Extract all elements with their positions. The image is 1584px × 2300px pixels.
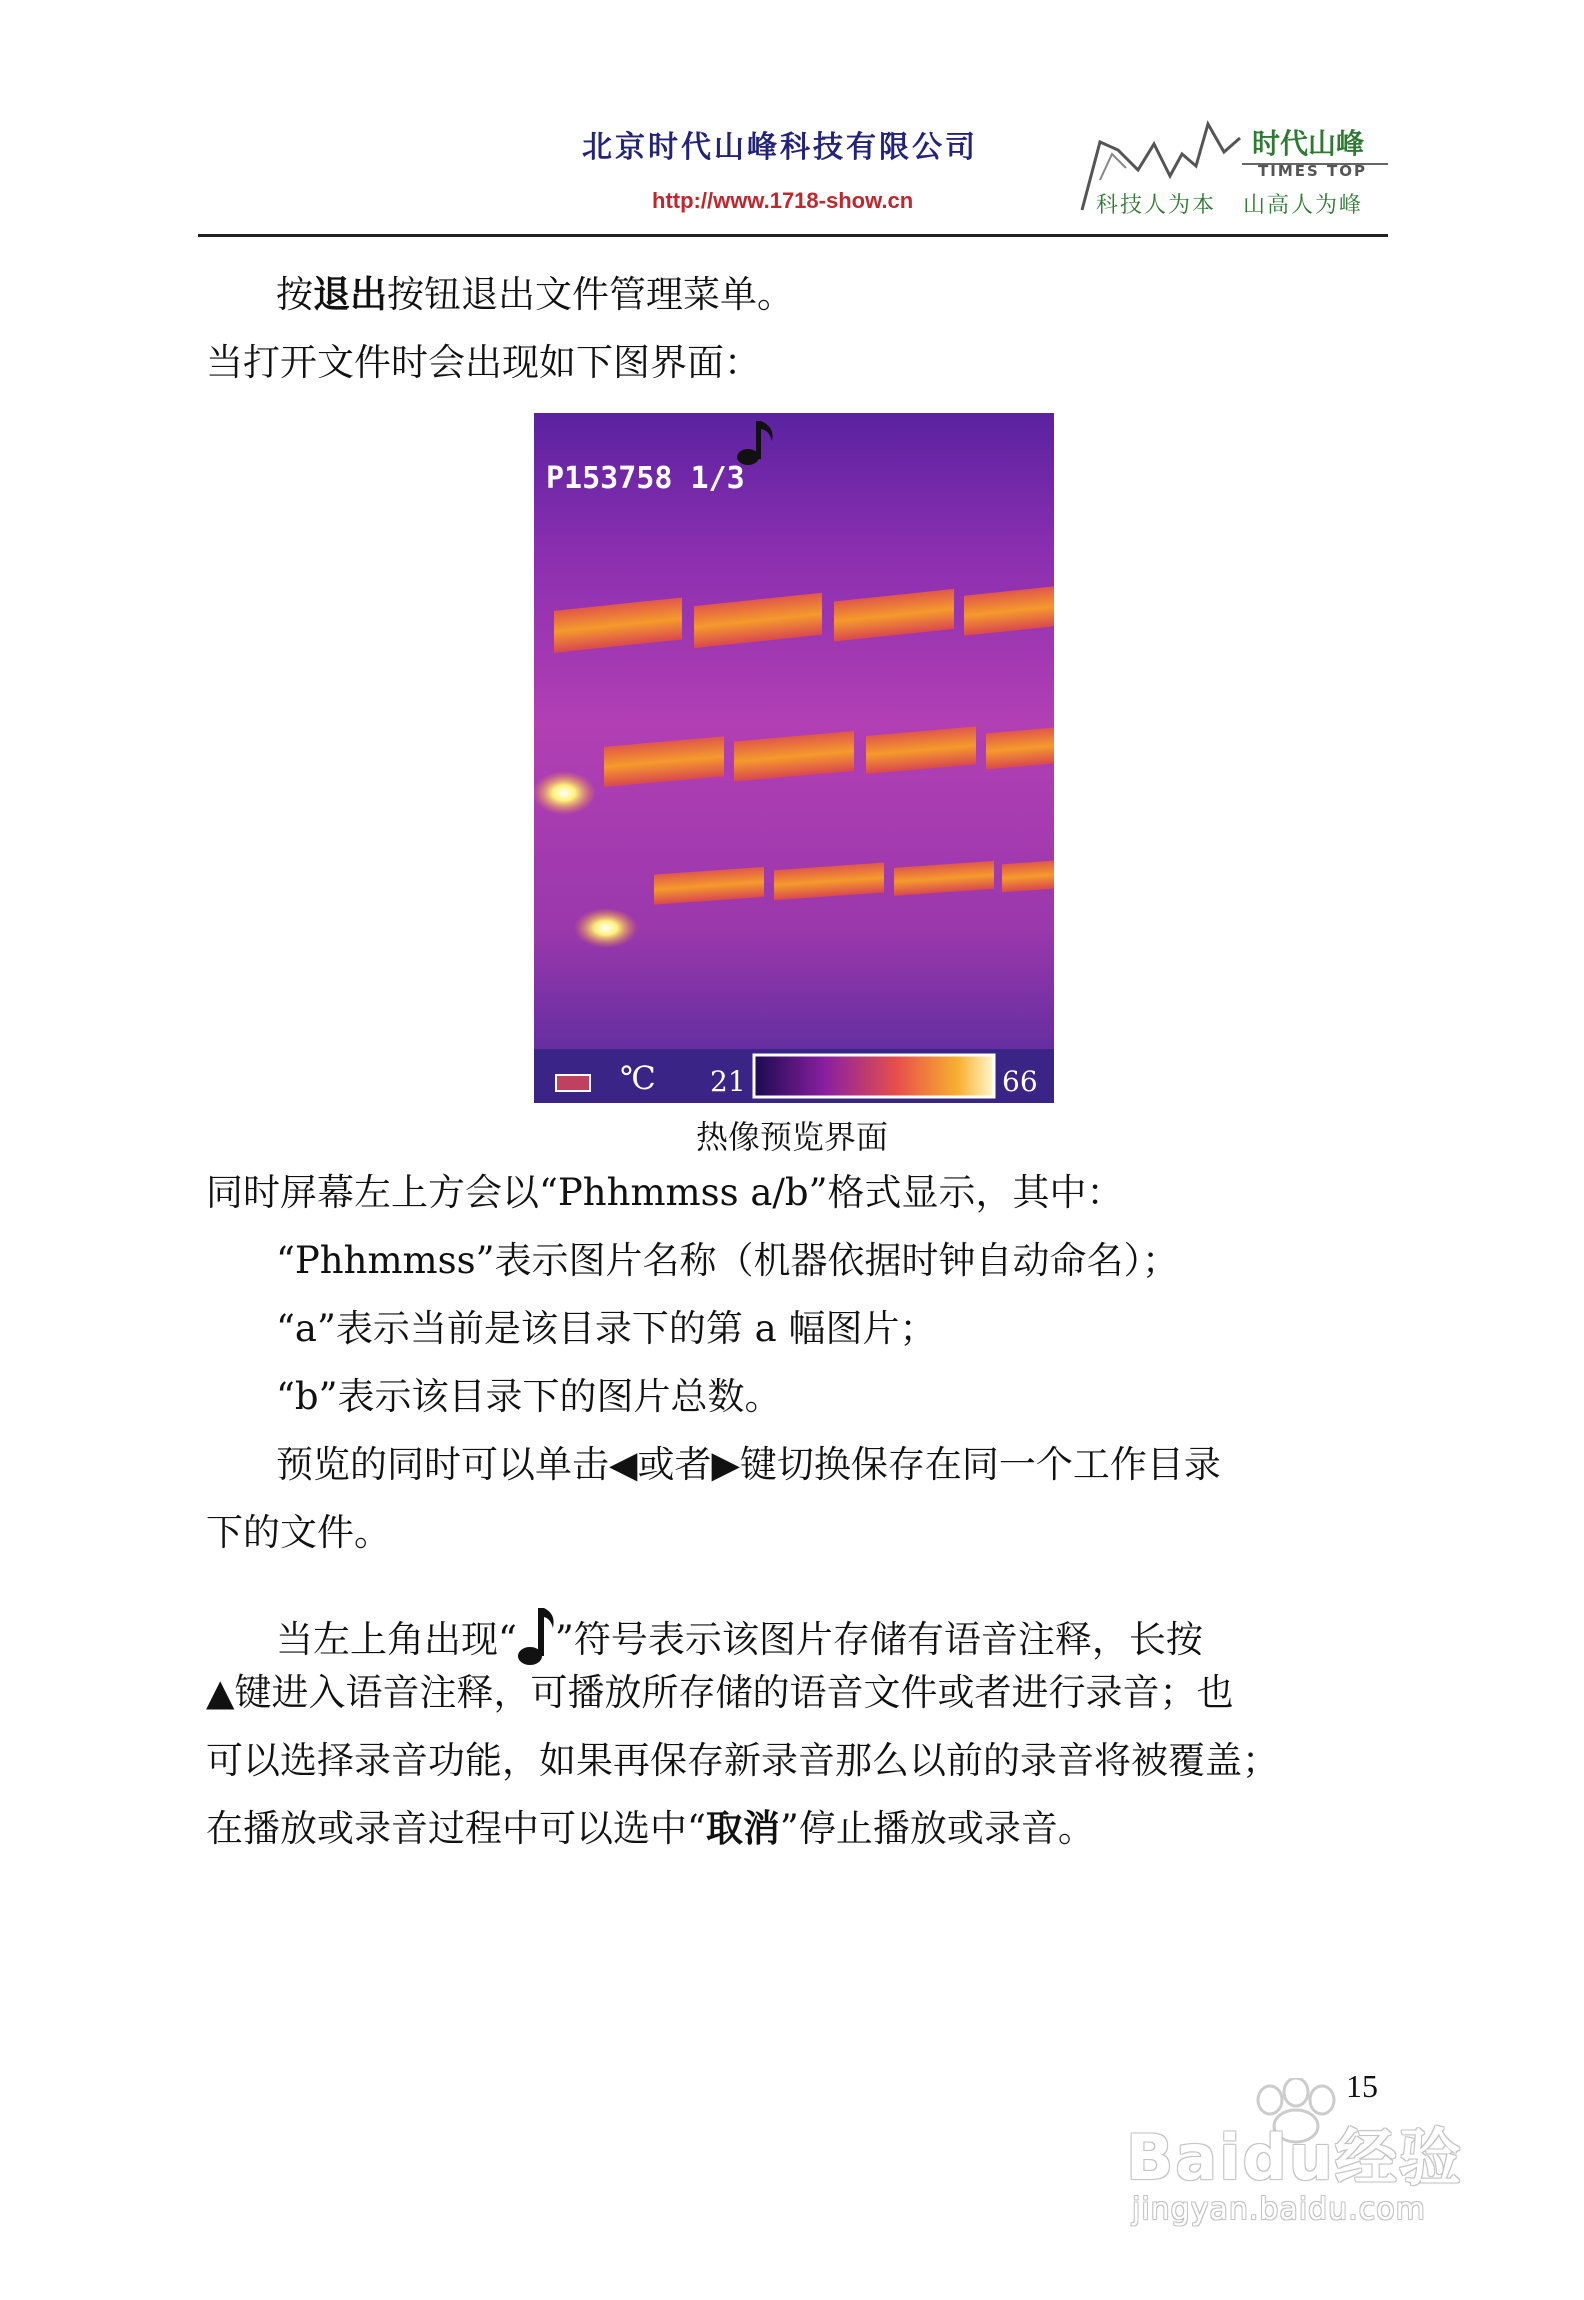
brand-name-cn: 时代山峰 xyxy=(1252,127,1365,160)
company-url[interactable]: http://www.1718-show.cn xyxy=(652,188,914,213)
brand-slogan: 科技人为本 山高人为峰 xyxy=(1096,193,1363,218)
temperature-max: 66 xyxy=(1002,1065,1038,1098)
watermark-url: jingyan.baidu.com xyxy=(1132,2192,1426,2227)
paragraph-voice-line-2: ▲键进入语音注释，可播放所存储的语音文件或者进行录音；也 xyxy=(206,1671,1234,1714)
paragraph-b-def: “b”表示该目录下的图片总数。 xyxy=(276,1375,782,1418)
temperature-min: 21 xyxy=(710,1065,746,1098)
page-number: 15 xyxy=(1346,2068,1378,2104)
paragraph-exit: 按退出按钮退出文件管理菜单。 xyxy=(276,272,794,316)
hot-spot-2 xyxy=(574,908,638,948)
watermark-text: Baidu经验 xyxy=(1126,2121,1463,2194)
image-caption: 热像预览界面 xyxy=(695,1118,888,1156)
brand-name-en: TIMES TOP xyxy=(1258,162,1367,180)
thermal-scene xyxy=(534,413,1054,1103)
paragraph-open-file: 当打开文件时会出现如下图界面： xyxy=(206,341,761,384)
temperature-color-scale xyxy=(754,1055,994,1097)
paragraph-format: 同时屏幕左上方会以“Phhmmss a/b”格式显示，其中： xyxy=(206,1171,1124,1214)
paragraph-voice-line-4: 在播放或录音过程中可以选中“取消”停止播放或录音。 xyxy=(206,1806,1095,1850)
paragraph-voice-line-1: 当左上角出现“ ”符号表示该图片存储有语音注释，长按 xyxy=(276,1606,1466,1666)
battery-icon xyxy=(556,1075,590,1091)
cancel-keyword: 取消 xyxy=(705,1806,780,1850)
thermal-preview-image xyxy=(534,413,1054,1103)
paragraph-name-def: “Phhmmss”表示图片名称（机器依据时钟自动命名）； xyxy=(276,1239,1180,1282)
music-note-icon xyxy=(734,417,778,467)
paragraph-switch-line-2: 下的文件。 xyxy=(206,1511,391,1554)
page-header xyxy=(0,0,1584,240)
hot-spot-1 xyxy=(534,771,596,815)
temperature-unit: ℃ xyxy=(620,1059,656,1097)
paragraph-voice-line-3: 可以选择录音功能，如果再保存新录音那么以前的录音将被覆盖； xyxy=(206,1739,1279,1782)
file-name-label: P153758 1/3 xyxy=(546,461,745,496)
paragraph-switch-line-1: 预览的同时可以单击◀或者▶键切换保存在同一个工作目录 xyxy=(276,1443,1221,1486)
exit-keyword: 退出 xyxy=(313,272,387,316)
music-note-inline-icon xyxy=(517,1606,555,1666)
paragraph-a-def: “a”表示当前是该目录下的第 a 幅图片； xyxy=(276,1307,937,1350)
company-name: 北京时代山峰科技有限公司 xyxy=(582,130,978,165)
header-divider xyxy=(198,234,1388,237)
